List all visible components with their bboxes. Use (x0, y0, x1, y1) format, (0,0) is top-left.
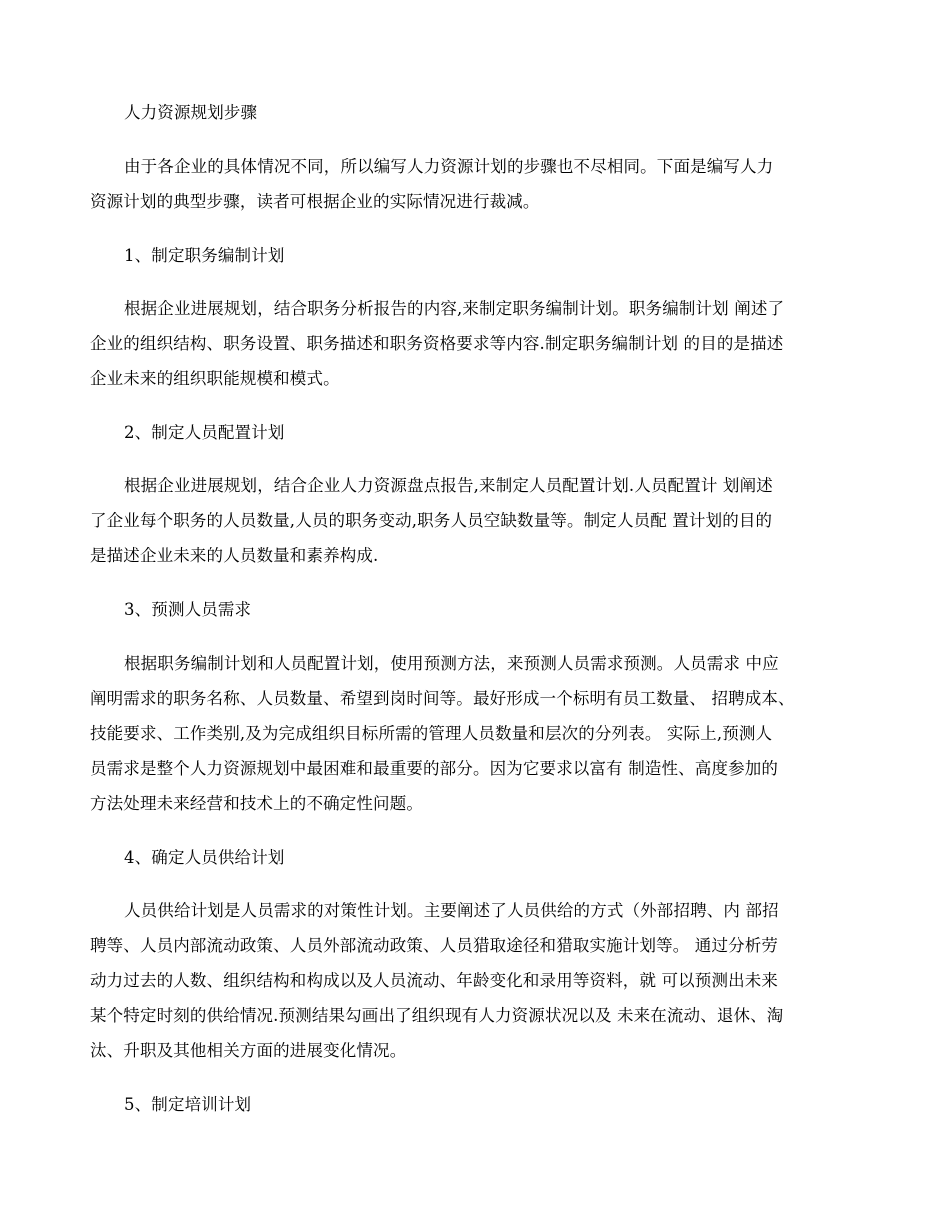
section-3-heading: 3、预测人员需求 (124, 600, 252, 619)
section-1-heading: 1、制定职务编制计划 (124, 246, 285, 265)
section-2-heading: 2、制定人员配置计划 (124, 423, 285, 442)
section-5-heading: 5、制定培训计划 (124, 1095, 252, 1114)
section-3-line-4: 员需求是整个人力资源规划中最困难和最重要的部分。因为它要求以富有 制造性、高度参加的 (90, 759, 779, 778)
section-4-line-4: 某个特定时刻的供给情况.预测结果勾画出了组织现有人力资源状况以及 未来在流动、退休、淘 (90, 1006, 784, 1025)
section-2-line-2: 了企业每个职务的人员数量,人员的职务变动,职务人员空缺数量等。制定人员配 置计划的目的 (90, 511, 773, 530)
section-4-line-1: 人员供给计划是人员需求的对策性计划。主要阐述了人员供给的方式（外部招聘、内 部招 (124, 901, 779, 920)
section-1-line-1: 根据企业进展规划，结合职务分析报告的内容,来制定职务编制计划。职务编制计划 阐述了 (124, 299, 785, 318)
section-4-line-5: 汰、升职及其他相关方面的进展变化情况。 (90, 1041, 407, 1060)
section-3-line-2: 阐明需求的职务名称、人员数量、希望到岗时间等。最好形成一个标明有员工数量、 招聘成本、 (90, 689, 795, 708)
section-4-line-2: 聘等、人员内部流动政策、人员外部流动政策、人员猎取途径和猎取实施计划等。 通过分析劳 (90, 936, 779, 955)
section-4-line-3: 动力过去的人数、组织结构和构成以及人员流动、年龄变化和录用等资料，就 可以预测出未来 (90, 971, 779, 990)
section-4-heading: 4、确定人员供给计划 (124, 848, 285, 867)
section-2-line-1: 根据企业进展规划，结合企业人力资源盘点报告,来制定人员配置计划.人员配置计 划阐述 (124, 476, 773, 495)
section-3-line-1: 根据职务编制计划和人员配置计划，使用预测方法，来预测人员需求预测。人员需求 中应 (124, 654, 779, 673)
intro-line-2: 资源计划的典型步骤，读者可根据企业的实际情况进行裁减。 (90, 192, 540, 211)
section-3-line-3: 技能要求、工作类别,及为完成组织目标所需的管理人员数量和层次的分列表。 实际上,预测人 (90, 724, 773, 743)
section-2-line-3: 是描述企业未来的人员数量和素养构成. (90, 546, 379, 565)
section-3-line-5: 方法处理未来经营和技术上的不确定性问题。 (90, 794, 423, 813)
section-1-line-2: 企业的组织结构、职务设置、职务描述和职务资格要求等内容.制定职务编制计划 的目的是描述 (90, 334, 784, 353)
intro-line-1: 由于各企业的具体情况不同，所以编写人力资源计划的步骤也不尽相同。下面是编写人力 (124, 157, 774, 176)
section-1-line-3: 企业未来的组织职能规模和模式。 (90, 369, 340, 388)
document-title: 人力资源规划步骤 (124, 103, 258, 122)
